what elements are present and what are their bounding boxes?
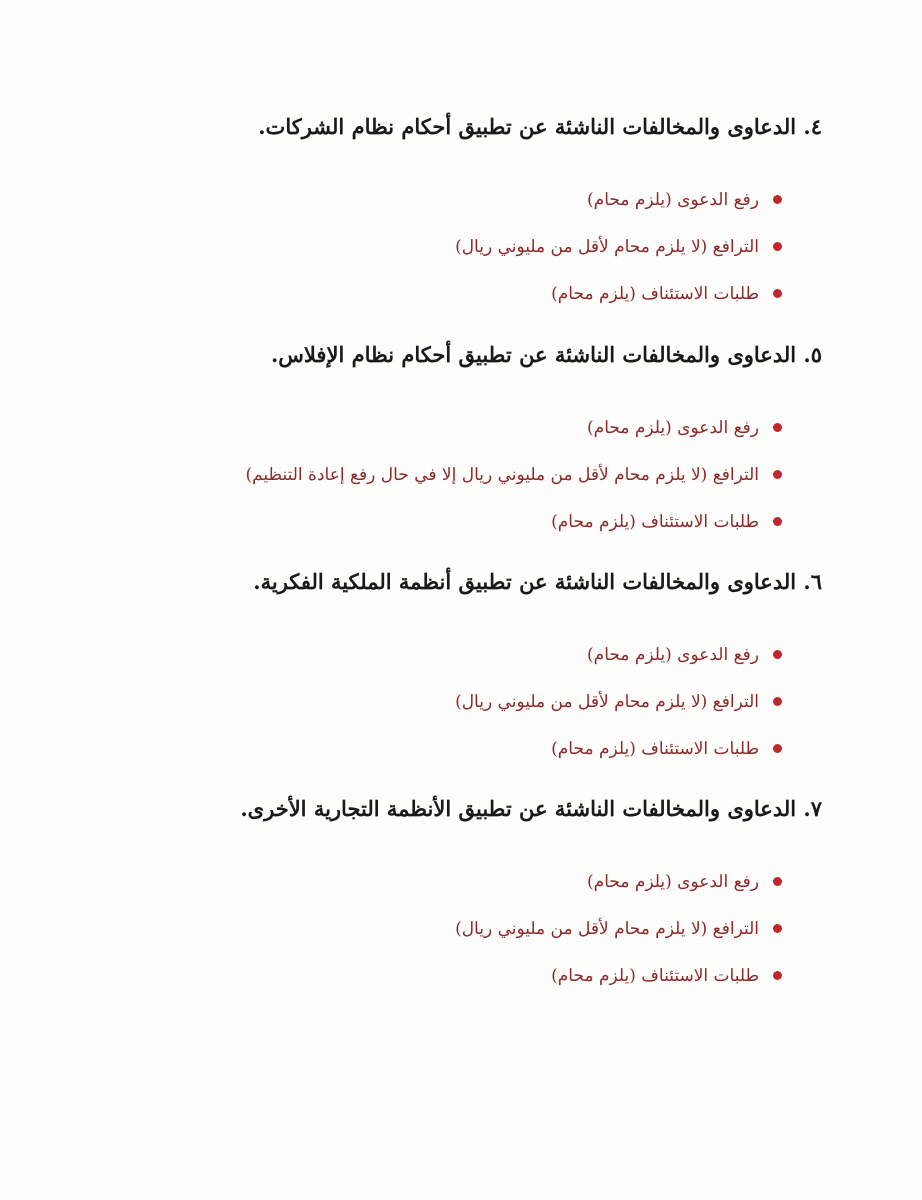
- section-heading: ٧. الدعاوى والمخالفات الناشئة عن تطبيق الأنظمة التجارية الأخرى.: [240, 796, 822, 821]
- list-item: [102, 404, 782, 451]
- bullet-list: [102, 631, 822, 772]
- bullet-list: [102, 404, 822, 545]
- list-item: [102, 952, 782, 999]
- list-item: [102, 270, 782, 317]
- bullet-dot-icon: [773, 289, 782, 298]
- section-heading: ٥. الدعاوى والمخالفات الناشئة عن تطبيق أحكام نظام الإفلاس.: [270, 342, 822, 367]
- bullet-dot-icon: [773, 744, 782, 753]
- section-4: [102, 112, 822, 317]
- list-item: [102, 905, 782, 952]
- list-item: [102, 176, 782, 223]
- list-item: [102, 678, 782, 725]
- list-item-text: رفع الدعوى (يلزم محام): [587, 644, 759, 665]
- section-heading: ٤. الدعاوى والمخالفات الناشئة عن تطبيق أحكام نظام الشركات.: [258, 114, 822, 139]
- section-heading: ٦. الدعاوى والمخالفات الناشئة عن تطبيق أنظمة الملكية الفكرية.: [253, 569, 822, 594]
- section-7: [102, 794, 822, 999]
- list-item: [102, 223, 782, 270]
- list-item-text: طلبات الاستئناف (يلزم محام): [551, 283, 759, 304]
- list-item-text: الترافع (لا يلزم محام لأقل من مليوني ريال): [455, 236, 759, 257]
- list-item: [102, 631, 782, 678]
- list-item-text: رفع الدعوى (يلزم محام): [587, 417, 759, 438]
- list-item-text: طلبات الاستئناف (يلزم محام): [551, 965, 759, 986]
- section-5: [102, 340, 822, 545]
- bullet-list: [102, 176, 822, 317]
- list-item: [102, 858, 782, 905]
- list-item-text: الترافع (لا يلزم محام لأقل من مليوني ريال): [455, 918, 759, 939]
- list-item-text: طلبات الاستئناف (يلزم محام): [551, 511, 759, 532]
- bullet-dot-icon: [773, 423, 782, 432]
- list-item-text: طلبات الاستئناف (يلزم محام): [551, 738, 759, 759]
- list-item-text: الترافع (لا يلزم محام لأقل من مليوني ريال): [455, 691, 759, 712]
- bullet-dot-icon: [773, 924, 782, 933]
- bullet-list: [102, 858, 822, 999]
- bullet-dot-icon: [773, 195, 782, 204]
- list-item: [102, 498, 782, 545]
- bullet-dot-icon: [773, 650, 782, 659]
- list-item: [102, 725, 782, 772]
- bullet-dot-icon: [773, 517, 782, 526]
- list-item-text: رفع الدعوى (يلزم محام): [587, 189, 759, 210]
- section-6: [102, 567, 822, 772]
- list-item-text: الترافع (لا يلزم محام لأقل من مليوني ريال إلا في حال رفع إعادة التنظيم): [245, 464, 759, 485]
- bullet-dot-icon: [773, 877, 782, 886]
- bullet-dot-icon: [773, 697, 782, 706]
- list-item-text: رفع الدعوى (يلزم محام): [587, 871, 759, 892]
- bullet-dot-icon: [773, 971, 782, 980]
- bullet-dot-icon: [773, 470, 782, 479]
- bullet-dot-icon: [773, 242, 782, 251]
- list-item: [102, 451, 782, 498]
